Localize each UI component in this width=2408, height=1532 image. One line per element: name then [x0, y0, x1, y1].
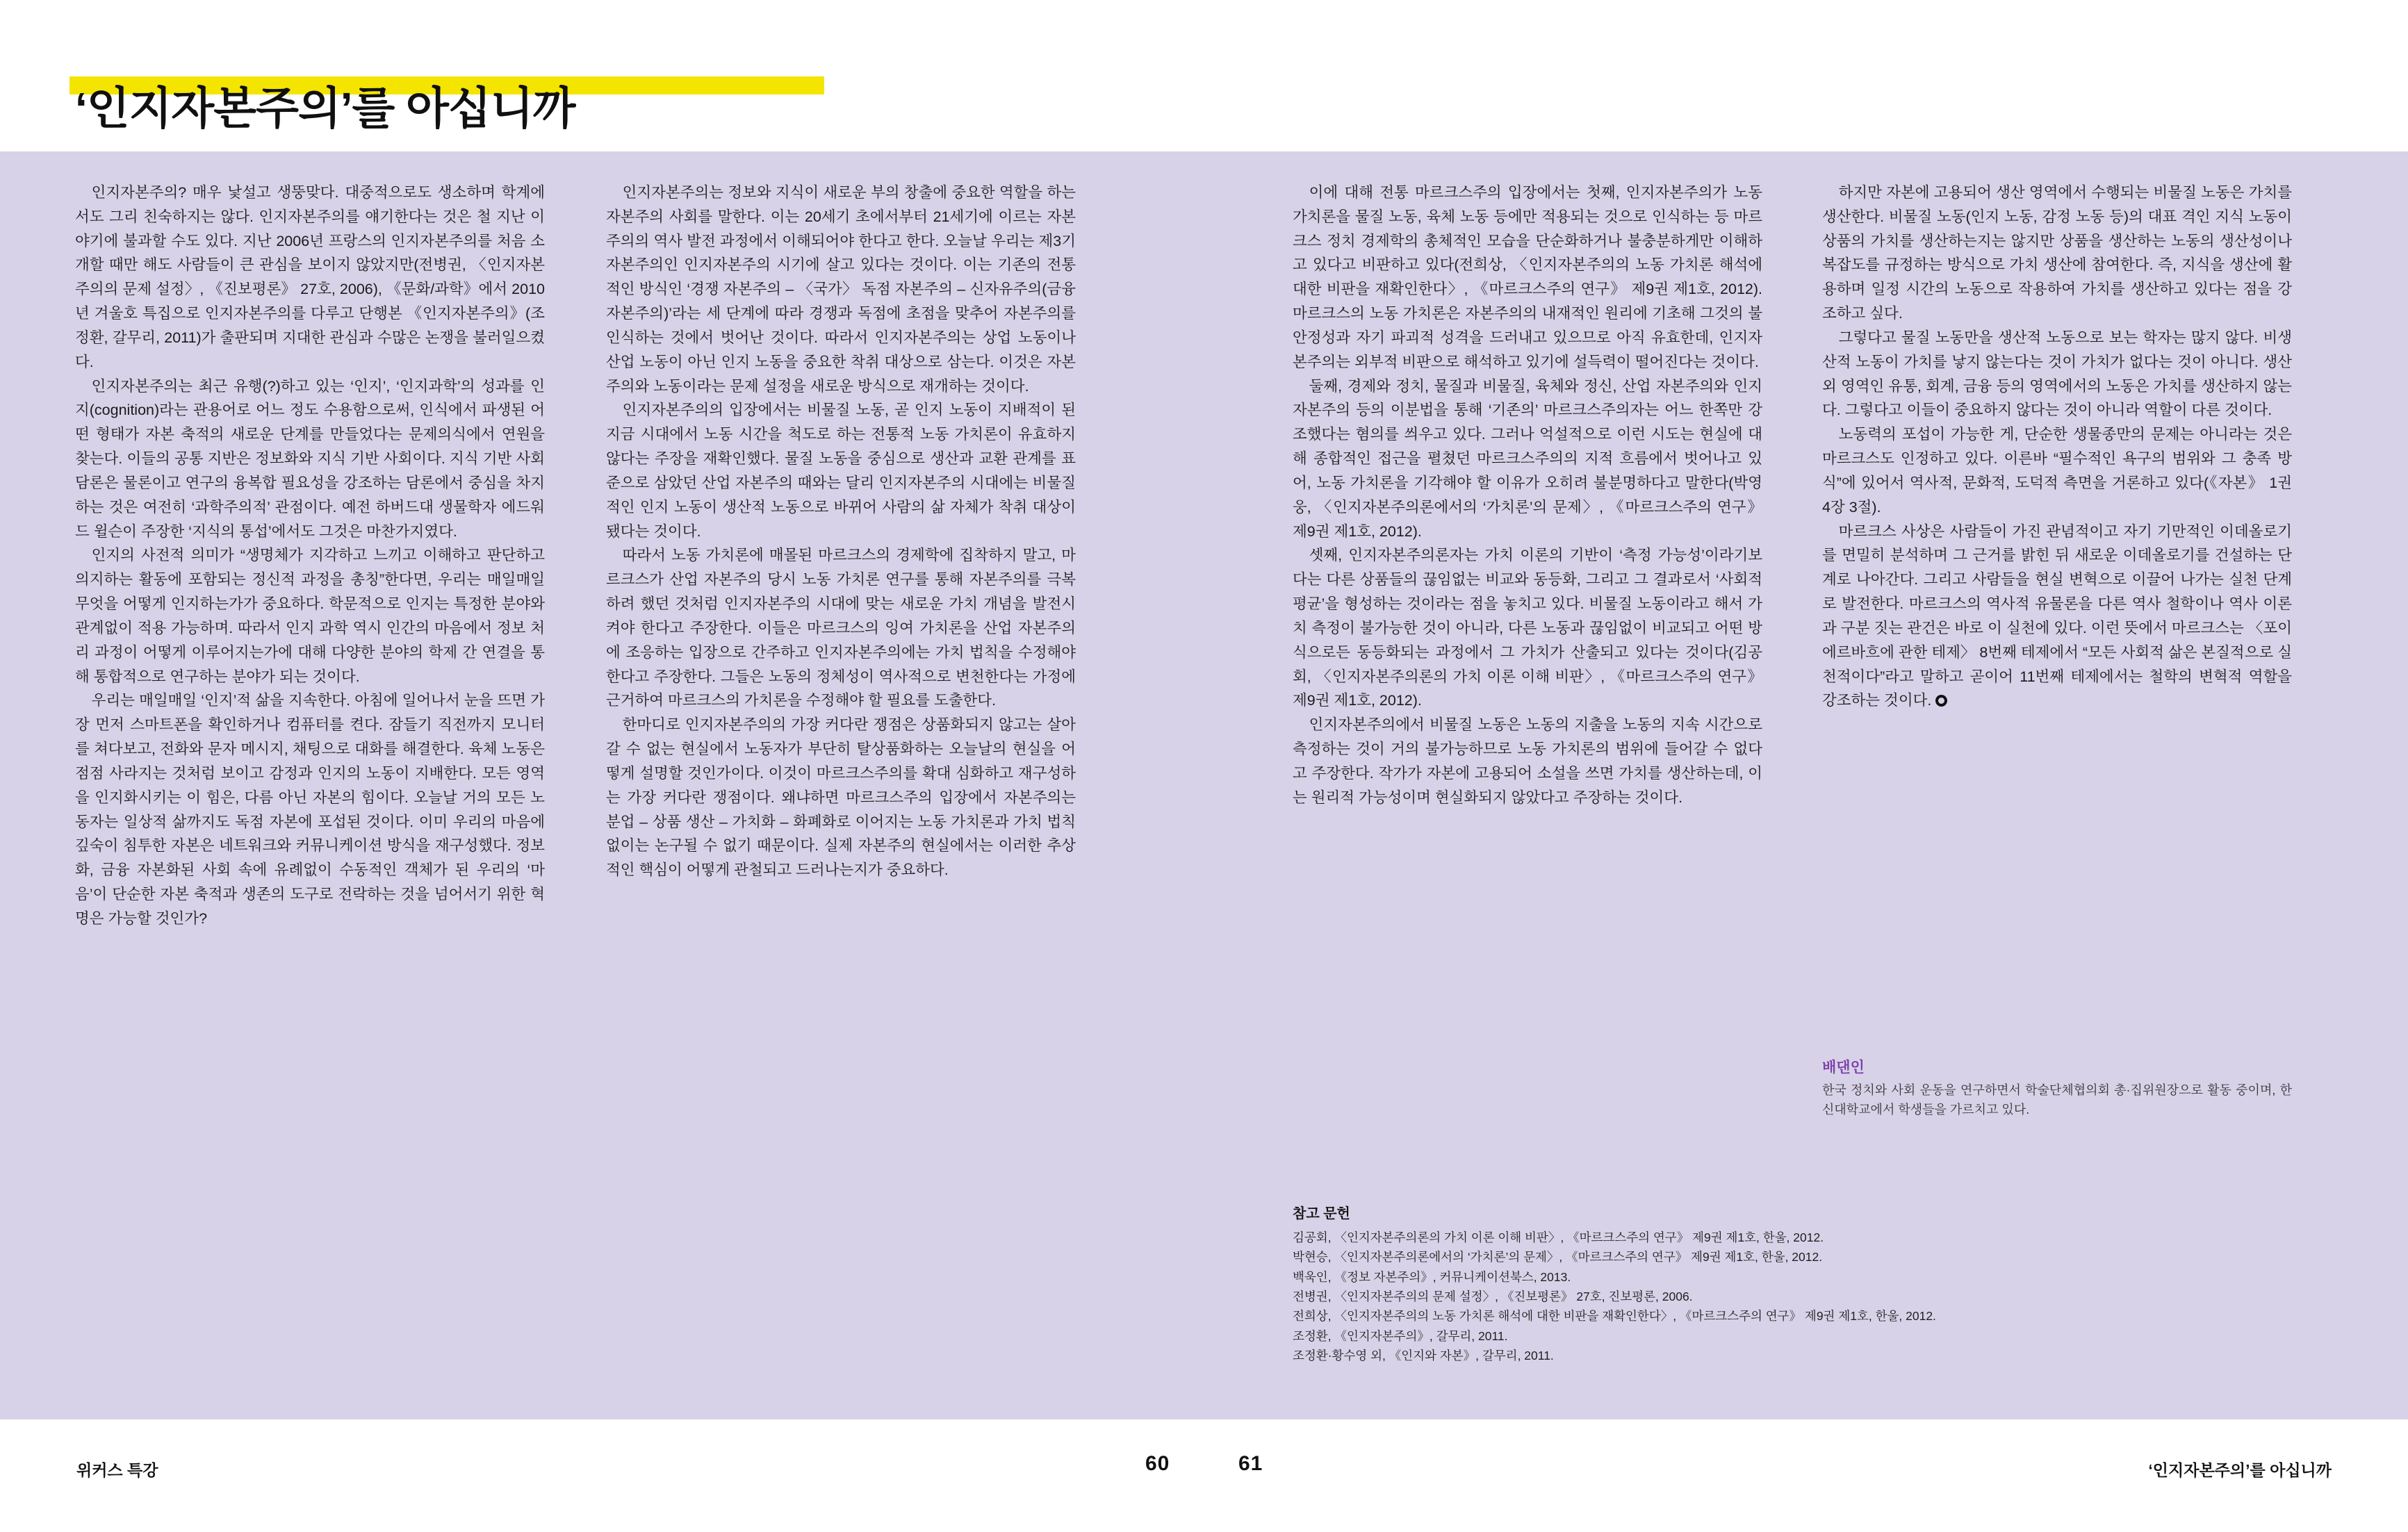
paragraph: 우리는 매일매일 ‘인지’적 삶을 지속한다. 아침에 일어나서 눈을 뜨면 가장 먼저 스마트폰을 확인하거나 컴퓨터를 켠다. 잠들기 직전까지 모니터를 쳐다보고, 전화와 문자 메시지, 채팅으로 대화를 해결한다. 육체 노동은 점점 사라지는 것처럼 보이고 감정과 인지의 노동이 지배한다. 모든 영역을 인지화시키는 이 힘은, 다름 아닌 자본의 힘이다. 오늘날 거의 모든 노동자는 일상적 삶까지도 독점 자본에 포섭된 것이다. 이미 우리의 마음에 깊숙이 침투한 자본은 네트워크와 커뮤니케이션 방식을 재구성했다. 정보화, 금융 자본화된 사회 속에 유례없이 수동적인 객체가 된 우리의 ‘마음’이 단순한 자본 축적과 생존의 도구로 전락하는 것을 넘어서기 위한 혁명은 가능할 것인가? — [75, 692, 545, 927]
reference-item: 백욱인, 《정보 자본주의》, 커뮤니케이션북스, 2013. — [1293, 1269, 1571, 1284]
footer-band — [0, 1419, 2408, 1532]
page-title-text: ‘인지자본주의’를 아십니까 — [75, 83, 575, 133]
paragraph: 인지자본주의? 매우 낯설고 생뚱맞다. 대중적으로도 생소하며 학계에서도 그리 친숙하지는 않다. 인지자본주의를 얘기한다는 것은 철 지난 이야기에 불과할 수도 있다. 지난 2006년 프랑스의 인지자본주의를 처음 소개할 때만 해도 사람들이 큰 관심을 보이지 않았지만(전병권, 〈인지자본주의의 문제 설정〉, 《진보평론》 27호, 2006), 《문화/과학》에서 2010년 겨울호 특집으로 인지자본주의를 다루고 단행본 《인지자본주의》(조정환, 갈무리, 2011)가 출판되며 지대한 관심과 수많은 논쟁을 불러일으켰다. — [75, 184, 545, 370]
article-column-3 — [1293, 181, 1762, 810]
article-column-2 — [606, 181, 1076, 882]
paragraph: 인지자본주의의 입장에서는 비물질 노동, 곧 인지 노동이 지배적이 된 지금 시대에서 노동 시간을 척도로 하는 전통적 노동 가치론이 유효하지 않다는 주장을 재확인했다. 물질 노동을 중심으로 생산과 교환 관계를 표준으로 삼았던 산업 자본주의 때와는 달리 인지자본주의 시대에는 비물질적인 인지 노동이 생산적 노동으로 바뀌어 사람의 삶 자체가 착취 대상이 됐다는 것이다. — [606, 402, 1076, 540]
author-bio — [1822, 1056, 2292, 1120]
reference-item: 전희상, 〈인지자본주의의 노동 가치론 해석에 대한 비판을 재확인한다〉, 《마르크스주의 연구》 제9권 제1호, 한울, 2012. — [1293, 1309, 1936, 1324]
paragraph: 인지자본주의에서 비물질 노동은 노동의 지출을 노동의 지속 시간으로 측정하는 것이 거의 불가능하므로 노동 가치론의 범위에 들어갈 수 없다고 주장한다. 작가가 자본에 고용되어 소설을 쓰면 가치를 생산하는데, 이는 원리적 가능성이며 현실화되지 않았다고 주장하는 것이다. — [1293, 716, 1762, 806]
page-number-left: 60 — [1145, 1452, 1170, 1475]
paragraph: 하지만 자본에 고용되어 생산 영역에서 수행되는 비물질 노동은 가치를 생산한다. 비물질 노동(인지 노동, 감정 노동 등)의 대표 격인 지식 노동이 상품의 가치를 생산하는지는 않지만 상품을 생산하는 노동의 생산성이나 복잡도를 규정하는 방식으로 가치 생산에 참여한다. 즉, 지식을 생산에 활용하며 일정 시간의 노동으로 작용하여 가치를 생산하고 있다는 점을 강조하고 싶다. — [1822, 184, 2292, 322]
reference-item: 전병권, 〈인지자본주의의 문제 설정〉, 《진보평론》 27호, 진보평론, 2006. — [1293, 1290, 1693, 1304]
paragraph: 인지자본주의는 최근 유행(?)하고 있는 ‘인지’, ‘인지과학’의 성과를 인지(cognition)라는 관용어로 어느 정도 수용함으로써, 인식에서 파생된 어떤 형태가 자본 축적의 새로운 단계를 만들었다는 문제의식에서 연원을 찾는다. 이들의 공통 지반은 정보화와 지식 기반 사회이다. 지식 기반 사회 담론은 물론이고 연구의 융복합 필요성을 강조하는 담론에서 중심을 차지하는 것은 여전히 ‘과학주의적’ 관점이다. 예전 하버드대 생물학자 에드워드 윌슨이 주장한 ‘지식의 통섭’에서도 그것은 마찬가지였다. — [75, 377, 545, 540]
paragraph: 둘째, 경제와 정치, 물질과 비물질, 육체와 정신, 산업 자본주의와 인지자본주의 등의 이분법을 통해 ‘기존의’ 마르크스주의자는 어느 한쪽만 강조했다는 혐의를 씌우고 있다. 그러나 억설적으로 이런 시도는 현실에 대해 종합적인 접근을 펼쳤던 마르크스주의의 지적 흐름에서 벗어나고 있어, 노동 가치론을 기각해야 할 이유가 오히려 불분명하다고 말한다(박영웅, 〈인지자본주의론에서의 ‘가치론’의 문제〉, 《마르크스주의 연구》 제9권 제1호, 2012). — [1293, 377, 1762, 540]
references-list — [1293, 1228, 2293, 1365]
reference-item: 김공회, 〈인지자본주의론의 가치 이론 이해 비판〉, 《마르크스주의 연구》 제9권 제1호, 한울, 2012. — [1293, 1230, 1824, 1244]
paragraph: 그렇다고 물질 노동만을 생산적 노동으로 보는 학자는 많지 않다. 비생산적 노동이 가치를 낳지 않는다는 것이 가치가 없다는 것이 아니다. 생산 외 영역인 유통, 회계, 금융 등의 영역에서의 노동은 가치를 생산하지 않는다. 그렇다고 이들이 중요하지 않다는 것이 아니라 역할이 다른 것이다. — [1822, 329, 2292, 419]
paragraph: 따라서 노동 가치론에 매몰된 마르크스의 경제학에 집착하지 말고, 마르크스가 산업 자본주의 당시 노동 가치론 연구를 통해 자본주의를 극복하려 했던 것처럼 인지자본주의 시대에 맞는 새로운 가치 개념을 발전시켜야 한다고 주장한다. 이들은 마르크스의 잉여 가치론을 산업 자본주의에 조응하는 입장으로 간주하고 인지자본주의에는 가치 법칙을 수정해야 한다고 주장한다. 그들은 노동의 정체성이 역사적으로 변천한다는 가정에 근거하여 마르크스의 가치론을 수정해야 할 필요를 도출한다. — [606, 547, 1076, 709]
paragraph: 인지자본주의는 정보와 지식이 새로운 부의 창출에 중요한 역할을 하는 자본주의 사회를 말한다. 이는 20세기 초에서부터 21세기에 이르는 자본주의의 역사 발전 과정에서 이해되어야 한다고 한다. 오늘날 우리는 제3기 자본주의인 인지자본주의 시기에 살고 있다는 것이다. 이는 기존의 전통적인 방식인 ‘경쟁 자본주의 – 〈국가〉 독점 자본주의 – 신자유주의(금융 자본주의)’라는 세 단계에 따라 경쟁과 독점에 초점을 맞추어 자본주의를 인식하는 것에서 벗어난 것이다. 따라서 인지자본주의는 상업 노동이나 산업 노동이 아닌 인지 노동을 중요한 착취 대상으로 삼는다. 이것은 자본주의와 노동이라는 문제 설정을 새로운 방식으로 재개하는 것이다. — [606, 184, 1076, 395]
paragraph-last — [1822, 520, 2292, 714]
title-band — [0, 0, 2408, 151]
end-mark-icon — [1935, 695, 1947, 707]
references-block — [1293, 1202, 2293, 1365]
reference-item: 박현승, 〈인지자본주의론에서의 ‘가치론’의 문제〉, 《마르크스주의 연구》 제9권 제1호, 한울, 2012. — [1293, 1250, 1823, 1265]
paragraph: 한마디로 인지자본주의의 가장 커다란 쟁점은 상품화되지 않고는 살아갈 수 없는 현실에서 노동자가 부단히 탈상품화하는 오늘날의 현실을 어떻게 설명할 것인가이다. 이것이 마르크스주의를 확대 심화하고 재구성하는 가장 커다란 쟁점이다. 왜냐하면 마르크스주의 입장에서 자본주의는 분업 – 상품 생산 – 가치화 – 화폐화로 이어지는 노동 가치론과 가치 법칙 없이는 논구될 수 없기 때문이다. 실제 자본주의 현실에서는 이러한 추상적인 핵심이 어떻게 관철되고 드러나는지가 중요하다. — [606, 716, 1076, 879]
references-title: 참고 문헌 — [1293, 1206, 1350, 1221]
article-column-4 — [1822, 181, 2292, 713]
page-title — [75, 73, 575, 137]
paragraph: 이에 대해 전통 마르크스주의 입장에서는 첫째, 인지자본주의가 노동 가치론을 물질 노동, 육체 노동 등에만 적용되는 것으로 인식하는 등 마르크스 정치 경제학의 총체적인 모습을 단순화하거나 불충분하게만 이해하고 있다고 비판하고 있다(전희상, 〈인지자본주의의 노동 가치론 해석에 대한 비판을 재확인한다〉, 《마르크스주의 연구》 제9권 제1호, 2012). 마르크스의 노동 가치론은 자본주의의 내재적인 원리에 기초해 그것의 불안정성과 자기 파괴적 성격을 드러내고 있으므로 아직 유효한데, 인지자본주의는 외부적 비판으로 해석하고 있기에 설득력이 떨어진다는 것이다. — [1293, 184, 1762, 370]
reference-item: 조정환·황수영 외, 《인지와 자본》, 갈무리, 2011. — [1293, 1349, 1554, 1363]
article-column-1 — [75, 181, 545, 931]
page-number-right: 61 — [1238, 1452, 1263, 1475]
footer-section-label: 위커스 특강 — [76, 1461, 158, 1479]
author-name: 배댄인 — [1822, 1060, 1865, 1076]
author-bio-text: 한국 정치와 사회 운동을 연구하면서 학술단체협의회 총·집위원장으로 활동 중이며, 한신대학교에서 학생들을 가르치고 있다. — [1822, 1083, 2292, 1117]
reference-item: 조정환, 《인지자본주의》, 갈무리, 2011. — [1293, 1328, 1508, 1343]
paragraph: 노동력의 포섭이 가능한 게, 단순한 생물종만의 문제는 아니라는 것은 마르크스도 인정하고 있다. 이른바 “필수적인 욕구의 범위와 그 충족 방식”에 있어서 역사적, 문화적, 도덕적 측면을 거론하고 있다(《자본》 1권 4장 3절). — [1822, 426, 2292, 516]
footer-article-label: ‘인지자본주의’를 아십니까 — [2148, 1461, 2332, 1479]
paragraph: 셋째, 인지자본주의론자는 가치 이론의 기반이 ‘측정 가능성’이라기보다는 다른 상품들의 끊임없는 비교와 동등화, 그리고 그 결과로서 ‘사회적 평균’을 형성하는 것이라는 점을 놓치고 있다. 비물질 노동이라고 해서 가치 측정이 불가능한 것이 아니라, 다른 노동과 끊임없이 비교되고 어떤 방식으로든 동등화되는 과정에서 그 가치가 산출되고 있다는 것이다(김공회, 〈인지자본주의론의 가치 이론 이해 비판〉, 《마르크스주의 연구》 제9권 제1호, 2012). — [1293, 547, 1762, 709]
paragraph-text: 마르크스 사상은 사람들이 가진 관념적이고 자기 기만적인 이데올로기를 면밀히 분석하며 그 근거를 밝힌 뒤 새로운 이데올로기를 건설하는 단계로 나아간다. 그리고 사람들을 현실 변혁으로 이끌어 나가는 실천 단계로 발전한다. 마르크스의 역사적 유물론을 다른 역사 철학이나 역사 이론과 구분 짓는 관건은 바로 이 실천에 있다. 이런 뜻에서 마르크스는 〈포이에르바흐에 관한 테제〉 8번째 테제에서 “모든 사회적 삶은 본질적으로 실천적이다”라고 말하고 곧이어 11번째 테제에서는 철학의 변혁적 역할을 강조하는 것이다. — [1822, 522, 2292, 709]
paragraph: 인지의 사전적 의미가 “생명체가 지각하고 느끼고 이해하고 판단하고 의지하는 활동에 포함되는 정신적 과정을 총칭”한다면, 우리는 매일매일 무엇을 어떻게 인지하는가가 중요하다. 학문적으로 인지는 특정한 분야와 관계없이 적용 가능하며. 따라서 인지 과학 역시 인간의 마음에서 정보 처리 과정이 어떻게 이루어지는가에 대해 다양한 분야의 학제 간 연결을 통해 통합적으로 연구하는 분야가 되는 것이다. — [75, 547, 545, 685]
